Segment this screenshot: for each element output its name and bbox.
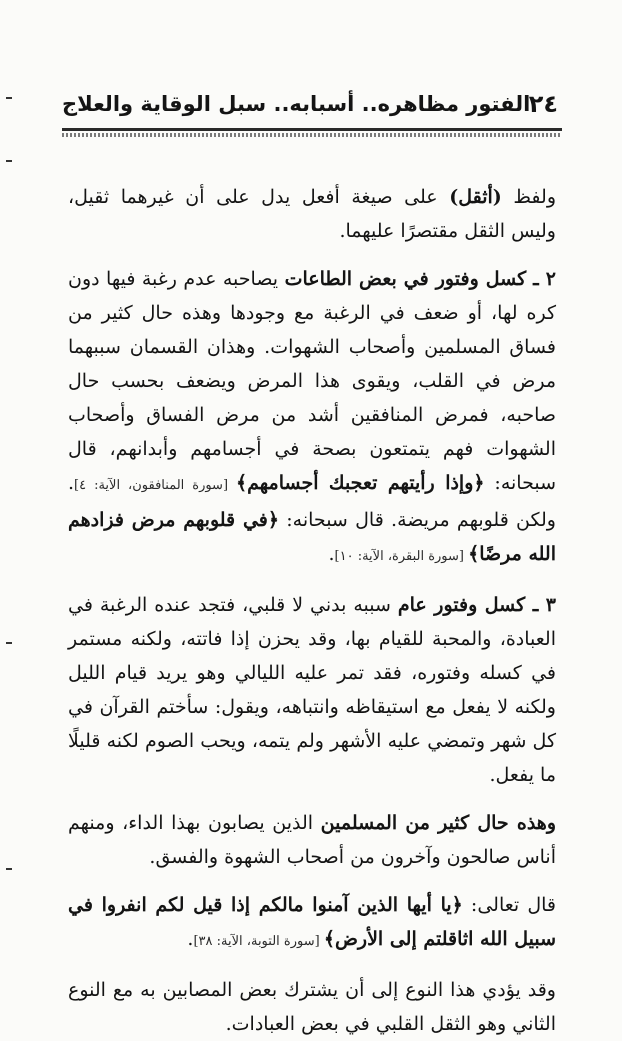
scan-mark: [6, 868, 12, 870]
scan-mark: [6, 642, 12, 644]
section-heading-2: ٢ ـ كسل وفتور في بعض الطاعات: [284, 268, 556, 290]
verse-source: [سورة البقرة، الآية: ١٠]: [334, 549, 469, 564]
paragraph-2: ٢ ـ كسل وفتور في بعض الطاعات يصاحبه عدم رغبة فيها دون كره لها، أو ضعف في الرغبة مع وجودها وهذه حال كثير من فساق المسلمين وأصحاب الشهوات. وهذان القسمان سببهما مرض في القلب، ويقوى هذا المرض ويضعف بحسب حال صاحبه، فمرض المنافقين أشد من مرض الفساق وأصحاب الشهوات فهم يتمتعون بصحة في أجسامهم وأبدانهم، قال سبحانه: ﴿وإذا رأيتهم تعجبك أجسامهم﴾ [سورة المنافقون، الآية: ٤]. ولكن قلوبهم مريضة. قال سبحانه: ﴿في قلوبهم مرض فزادهم الله مرضًا﴾ [سورة البقرة، الآية: ١٠].: [68, 268, 556, 565]
scan-mark: [6, 97, 12, 99]
scan-mark: [6, 160, 12, 162]
page-body: [68, 180, 556, 1041]
paragraph-4: وهذه حال كثير من المسلمين الذين يصابون بهذا الداء، ومنهم أناس صالحون وآخرون من أصحاب الشهوة والفسق.: [68, 812, 556, 868]
header-rule-dotted: [62, 133, 562, 137]
verse-source: [سورة التوبة، الآية: ٣٨]: [193, 934, 324, 949]
paragraph-3: ٣ ـ كسل وفتور عام سببه بدني لا قلبي، فتجد عنده الرغبة في العبادة، والمحبة للقيام بها، وقد يحزن إذا فاتته، ولكنه مستمر في كسله وفتوره، فقد تمر عليه الليالي وهو يريد قيام الليل ولكنه لا يفعل مع استيقاظه وانتباهه، ويقول: سأختم القرآن في كل شهر وتمضي عليه الأشهر ولم يتمه، ويحب الصوم لكنه قليلًا ما يفعل.: [68, 594, 556, 786]
paragraph-6: وقد يؤدي هذا النوع إلى أن يشترك بعض المصابين به مع النوع الثاني وهو الثقل القلبي في بعض العبادات.: [68, 979, 556, 1035]
verse-source: [سورة المنافقون، الآية: ٤]: [74, 478, 236, 493]
page-header: [62, 86, 558, 126]
page-number: ٢٤: [528, 90, 558, 118]
quran-verse: ﴿يا أيها الذين آمنوا مالكم إذا قيل لكم انفروا في سبيل الله اثاقلتم إلى الأرض﴾: [68, 894, 556, 950]
quran-verse: ﴿في قلوبهم مرض فزادهم الله مرضًا﴾: [68, 509, 556, 565]
term-bold: (أثقل): [449, 186, 502, 208]
quran-verse: ﴿وإذا رأيتهم تعجبك أجسامهم﴾: [236, 472, 485, 494]
paragraph-5: قال تعالى: ﴿يا أيها الذين آمنوا مالكم إذا قيل لكم انفروا في سبيل الله اثاقلتم إلى الأرض﴾ [سورة التوبة، الآية: ٣٨].: [68, 894, 556, 950]
header-rule: [62, 128, 562, 131]
section-heading-3: ٣ ـ كسل وفتور عام: [397, 594, 556, 616]
paragraph-1: ولفظ (أثقل) على صيغة أفعل يدل على أن غيرهما ثقيل، وليس الثقل مقتصرًا عليهما.: [68, 186, 557, 242]
lead-bold: وهذه حال كثير من المسلمين: [320, 812, 556, 834]
running-title: الفتور مظاهره.. أسبابه.. سبل الوقاية والعلاج: [62, 92, 531, 116]
